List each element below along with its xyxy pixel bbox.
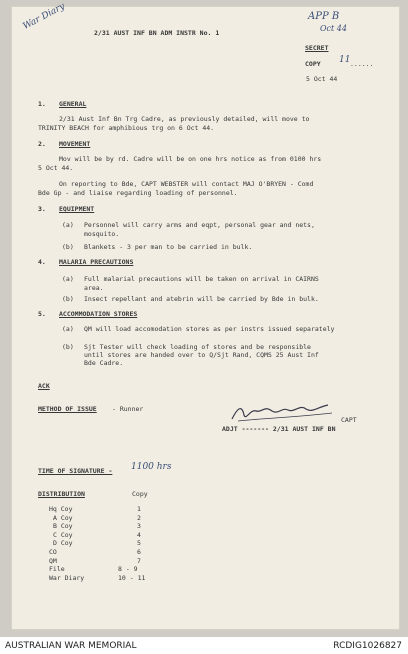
section-1-number: 1. (38, 100, 46, 108)
section-3-number: 3. (38, 205, 46, 213)
section-3-heading: EQUIPMENT (59, 205, 95, 213)
distribution-copy-number: 5 (137, 539, 141, 548)
section-2-line-3: On reporting to Bde, CAPT WEBSTER will contact MAJ O'BRYEN - Comd (59, 180, 314, 188)
distribution-recipient: A Coy (53, 513, 73, 522)
section-2-line-4: Bde Gp - and liaise regarding loading of personnel. (38, 189, 238, 197)
distribution-recipient: QM (49, 556, 57, 565)
section-4b-line-1: Insect repellant and atebrin will be carried by Bde in bulk. (84, 295, 319, 303)
section-5-number: 5. (38, 310, 46, 318)
section-5b-line-3: Bde Cadre. (84, 359, 124, 367)
distribution-copy-number: 7 (137, 556, 141, 565)
section-4a-marker: (a) (62, 275, 74, 283)
distribution-recipient: File (49, 565, 65, 574)
method-of-issue-label: METHOD OF ISSUE (38, 405, 97, 413)
section-5b-line-1: Sjt Tester will check loading of stores and be responsible (84, 343, 311, 351)
time-of-signature-value: 1100 hrs (131, 462, 172, 472)
distribution-copy-number: 8 - 9 (118, 565, 138, 574)
document-date: 5 Oct 44 (306, 75, 338, 83)
distribution-copy-number: 1 (137, 505, 141, 513)
signature-block: ADJT ------- 2/31 AUST INF BN (222, 425, 336, 433)
ack-label: ACK (38, 382, 50, 390)
section-5b-marker: (b) (62, 343, 74, 351)
copy-label: COPY (305, 60, 321, 68)
section-4a-line-1: Full malarial precautions will be taken on arrival in CAIRNS (84, 275, 319, 283)
section-4b-marker: (b) (62, 295, 74, 303)
section-5b-line-2: until stores are handed over to Q/Sjt Rand, CQMS 25 Aust Inf (84, 351, 319, 359)
copy-dots: ...... (350, 60, 374, 68)
section-4-heading: MALARIA PRECAUTIONS (59, 258, 134, 266)
section-1-line-1: 2/31 Aust Inf Bn Trg Cadre, as previously detailed, will move to (59, 115, 310, 123)
section-3a-line-1: Personnel will carry arms and eqpt, personal gear and nets, (84, 221, 315, 229)
distribution-recipient: War Diary (49, 573, 85, 582)
section-4a-line-2: area. (84, 284, 104, 292)
distribution-recipient: D Coy (53, 539, 73, 548)
appendix-annotation: APP B (308, 11, 340, 22)
section-3b-line-1: Blankets - 3 per man to be carried in bulk. (84, 243, 253, 251)
war-diary-annotation: War Diary (21, 1, 67, 32)
archive-footer (0, 637, 408, 654)
section-5-heading: ACCOMMODATION STORES (59, 310, 138, 318)
signature-rank: CAPT (341, 416, 357, 424)
appendix-date-annotation: Oct 44 (320, 24, 347, 33)
method-of-issue-value: - Runner (112, 405, 144, 413)
distribution-copy-number: 10 - 11 (118, 573, 146, 582)
time-of-signature-label: TIME OF SIGNATURE - (38, 467, 113, 475)
section-2-heading: MOVEMENT (59, 140, 91, 148)
section-1-line-2: TRINITY BEACH for amphibious trg on 6 Oct 44. (38, 124, 215, 132)
copy-number: 11 (339, 55, 351, 65)
section-3b-marker: (b) (62, 243, 74, 251)
section-5a-marker: (a) (62, 325, 74, 333)
secret-marking: SECRET (305, 44, 329, 52)
distribution-recipient: C Coy (53, 530, 73, 539)
distribution-recipient: B Coy (53, 522, 73, 531)
handwritten-signature (228, 401, 338, 425)
section-1-heading: GENERAL (59, 100, 87, 108)
footer-record-id: RCDIG1026827 (333, 641, 402, 651)
distribution-copy-number: 3 (137, 522, 141, 531)
distribution-copy-heading: Copy (132, 490, 148, 498)
section-3a-marker: (a) (62, 221, 74, 229)
distribution-recipient: CO (49, 548, 57, 556)
distribution-recipient: Hq Coy (49, 505, 73, 513)
distribution-copy-number: 4 (137, 530, 141, 539)
document-title: 2/31 AUST INF BN ADM INSTR No. 1 (94, 29, 220, 37)
section-3a-line-2: mosquito. (84, 230, 120, 238)
section-2-line-1: Mov will be by rd. Cadre will be on one hrs notice as from 0100 hrs (59, 155, 322, 163)
distribution-heading: DISTRIBUTION (38, 490, 85, 498)
section-2-line-2: 5 Oct 44. (38, 164, 74, 172)
footer-archive-name: AUSTRALIAN WAR MEMORIAL (5, 641, 137, 651)
section-5a-line-1: QM will load accomodation stores as per instrs issued separately (84, 325, 335, 333)
section-4-number: 4. (38, 258, 46, 266)
distribution-copy-number: 6 (137, 548, 141, 556)
distribution-copy-number: 2 (137, 513, 141, 522)
section-2-number: 2. (38, 140, 46, 148)
